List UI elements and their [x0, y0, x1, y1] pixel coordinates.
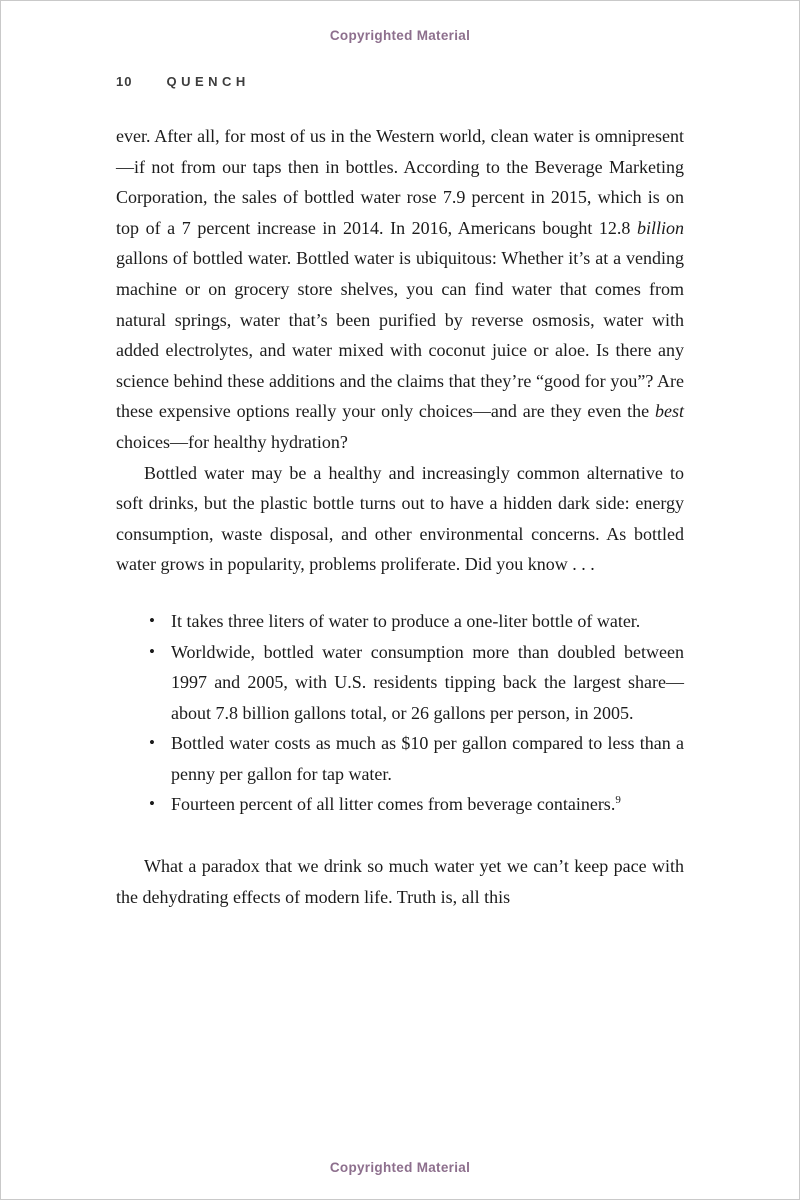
bullet-text: Worldwide, bottled water consumption more than doubled between 1997 and 2005, with U.S. residents tipping back the largest share—about 7.8 billion gallons total, or 26 gallons per person, in 2005. [171, 641, 684, 723]
paragraph-2: Bottled water may be a healthy and increasingly common alternative to soft drinks, but the plastic bottle turns out to have a hidden dark side: energy consumption, waste disposal, and other environmental concerns. As bottled water grows in popularity, problems proliferate. Did you know . . . [116, 462, 684, 575]
paragraph-3: What a paradox that we drink so much water yet we can’t keep pace with the dehydrating effects of modern life. Truth is, all this [116, 856, 684, 907]
bullet-item [149, 637, 684, 729]
book-title: QUENCH [166, 74, 250, 89]
bullet-text: Bottled water costs as much as $10 per gallon compared to less than a penny per gallon for tap water. [171, 733, 684, 784]
bullet-item [149, 606, 684, 637]
italic-word-best: best [655, 401, 684, 422]
paragraph-1-text: ever. After all, for most of us in the Western world, clean water is omnipresent—if not from our taps then in bottles. According to the Beverage Marketing Corporation, the sales of bottled water rose 7.9 percent in 2015, which is on top of a 7 percent increase in 2014. In 2016, Americans bought 12.8 [116, 126, 684, 238]
bullet-item [149, 789, 684, 820]
copyright-notice-bottom: Copyrighted Material [329, 1160, 471, 1175]
paragraph-1 [116, 121, 684, 458]
italic-word-billion: billion [636, 217, 684, 238]
bullet-icon: • [149, 610, 155, 630]
copyright-notice-top: Copyrighted Material [329, 28, 471, 43]
bullet-text: It takes three liters of water to produce a one-liter bottle of water. [171, 610, 641, 631]
running-head [116, 74, 684, 89]
page-content [1, 74, 799, 912]
paragraph-1-text: gallons of bottled water. Bottled water is ubiquitous: Whether it’s at a vending machine or on grocery store shelves, you can find water that comes from natural springs, water that’s been purified by reverse osmosis, water with added electrolytes, and water mixed with coconut juice or aloe. Is there any science behind these additions and the claims that they’re “good for you”? Are these expensive options really your only choices—and are they even the [116, 248, 684, 422]
bullet-icon: • [149, 794, 155, 814]
bullet-text: Fourteen percent of all litter comes from beverage containers. [171, 794, 616, 815]
body-text [116, 121, 684, 912]
bullet-icon: • [149, 641, 155, 661]
bullet-list [116, 606, 684, 820]
page-number: 10 [116, 74, 133, 89]
bullet-icon: • [149, 733, 155, 753]
bullet-item [149, 728, 684, 789]
paragraph-1-text: choices—for healthy hydration? [116, 431, 348, 452]
footnote-reference: 9 [615, 794, 621, 807]
